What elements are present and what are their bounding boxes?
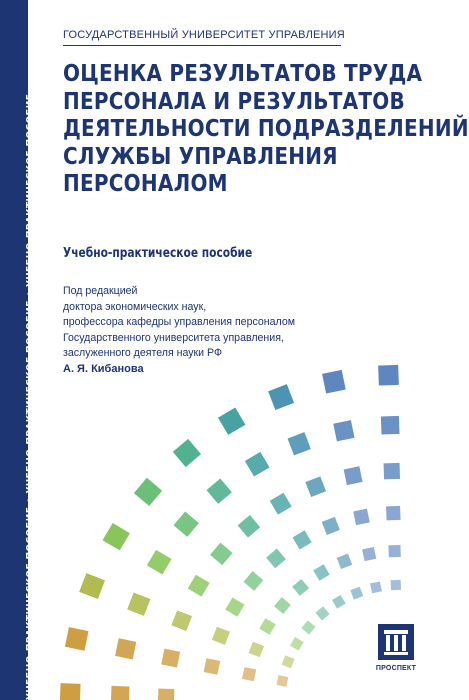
decorative-square	[207, 479, 232, 504]
decorative-square	[313, 564, 329, 580]
decorative-square	[127, 593, 150, 616]
decorative-square	[102, 523, 129, 550]
decorative-square	[384, 463, 401, 480]
decorative-square	[115, 638, 136, 659]
decorative-square	[370, 581, 382, 593]
decorative-square	[111, 686, 130, 700]
decorative-square	[292, 579, 309, 596]
editor-name: А. Я. Кибанова	[63, 362, 144, 375]
decorative-square	[204, 658, 221, 675]
decorative-square	[79, 573, 105, 599]
decorative-square	[161, 649, 180, 668]
title-line: ДЕЯТЕЛЬНОСТИ ПОДРАЗДЕЛЕНИЙ	[63, 114, 469, 143]
decorative-square	[378, 365, 399, 386]
decorative-square	[353, 509, 370, 526]
decorative-square	[225, 598, 244, 617]
decorative-square	[266, 549, 286, 569]
decorative-square	[276, 675, 288, 687]
title-line: ПЕРСОНАЛОМ	[63, 169, 228, 198]
decorative-square	[244, 571, 264, 591]
decorative-square	[293, 530, 312, 549]
editor-line: Под редакцией	[63, 285, 138, 297]
decorative-square	[386, 506, 400, 520]
decorative-square	[290, 637, 304, 651]
decorative-square	[381, 416, 400, 435]
decorative-square	[322, 370, 346, 394]
decorative-square	[60, 683, 81, 700]
book-subtitle: Учебно-практическое пособие	[63, 246, 253, 261]
decorative-square	[242, 667, 256, 681]
decorative-square	[249, 642, 265, 658]
decorative-square	[315, 606, 329, 620]
book-title	[63, 59, 469, 198]
decorative-square	[305, 476, 326, 497]
decorative-square	[388, 545, 400, 557]
editor-line: доктора экономических наук,	[63, 300, 207, 313]
editor-line: заслуженного деятеля науки РФ	[63, 347, 223, 360]
decorative-square	[344, 466, 363, 485]
decorative-square	[332, 595, 346, 609]
decorative-square	[362, 547, 376, 561]
decorative-square	[391, 580, 401, 590]
spine-text: УЧЕБНО-ПРАКТИЧЕСКОЕ ПОСОБИЕ • УЧЕБНО-ПРАКТИЧЕСКОЕ ПОСОБИЕ • УЧЕБНО-ПРАКТИЧЕСКОЕ ПОСОБИЕ	[25, 93, 36, 700]
decorative-square	[322, 517, 340, 535]
decorative-square	[301, 620, 315, 634]
decorative-square	[212, 627, 230, 645]
editor-line: Государственного университета управления,	[63, 331, 284, 344]
decorative-square	[288, 432, 311, 455]
title-line: ПЕРСОНАЛА И РЕЗУЛЬТАТОВ	[63, 86, 405, 115]
decorative-square	[147, 550, 172, 575]
title-line: СЛУЖБЫ УПРАВЛЕНИЯ	[63, 141, 338, 170]
pillars-building-icon	[378, 624, 414, 660]
decorative-square	[259, 618, 275, 634]
decorative-square	[171, 610, 192, 631]
editor-line: профессора кафедры управления персоналом	[63, 316, 295, 329]
editor-credits	[63, 284, 295, 378]
decorative-square	[270, 493, 292, 515]
decorative-square	[188, 575, 210, 597]
decorative-square	[350, 587, 363, 600]
decorative-square	[158, 689, 175, 700]
decorative-square	[218, 407, 245, 434]
decorative-square	[173, 439, 201, 467]
publisher-name: ПРОСПЕКТ	[375, 665, 417, 672]
decorative-square	[238, 515, 261, 538]
decorative-square	[174, 512, 199, 537]
decorative-square	[134, 478, 162, 506]
organization-header: ГОСУДАРСТВЕННЫЙ УНИВЕРСИТЕТ УПРАВЛЕНИЯ	[63, 29, 341, 46]
decorative-square	[337, 554, 353, 570]
decorative-square	[65, 627, 89, 651]
decorative-square	[210, 543, 233, 566]
decorative-square	[333, 420, 354, 441]
decorative-square	[274, 597, 291, 614]
title-line: ОЦЕНКА РЕЗУЛЬТАТОВ ТРУДА	[63, 59, 423, 87]
decorative-square	[268, 384, 294, 410]
decorative-square	[282, 655, 295, 668]
decorative-square	[245, 452, 270, 477]
spine-band	[0, 0, 36, 700]
